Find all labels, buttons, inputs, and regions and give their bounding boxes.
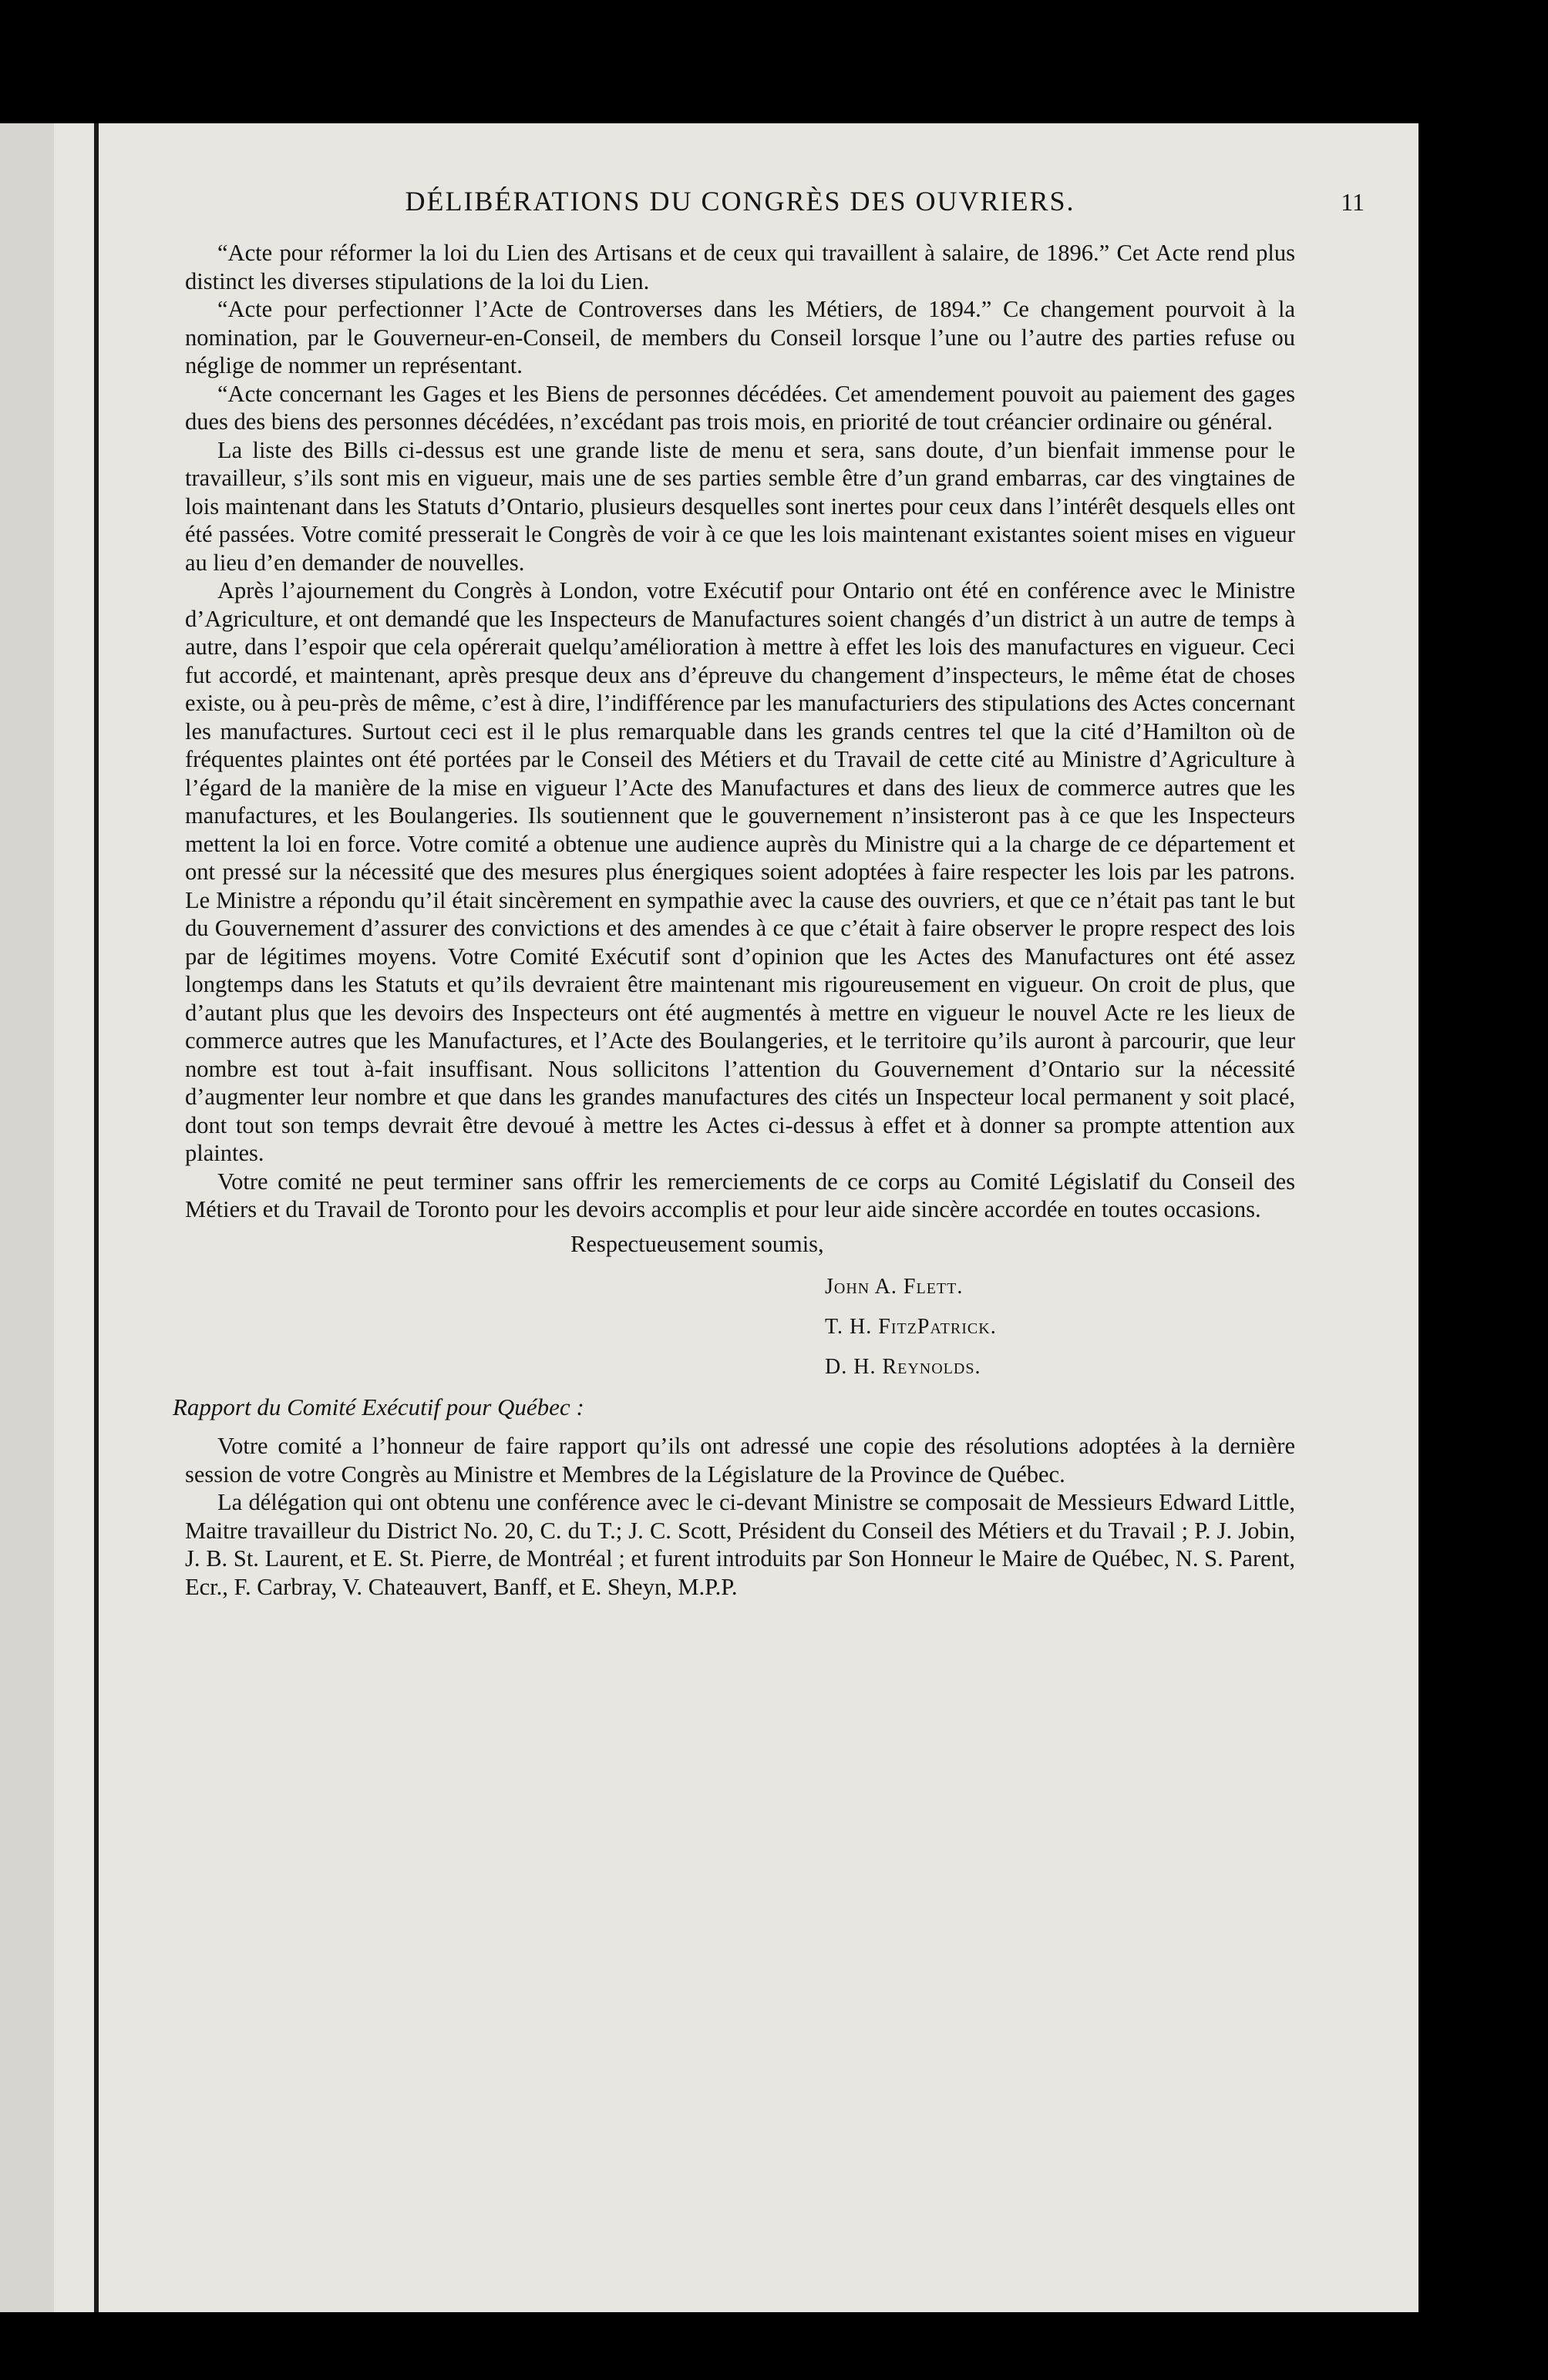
running-title: DÉLIBÉRATIONS DU CONGRÈS DES OUVRIERS. [405,186,1075,217]
paragraph-gages-act: “Acte concernant les Gages et les Biens de personnes décédées. Cet amendement pouvoit au paiement des gages dues des biens des personnes décédées, n’excédant pas trois mois, en priorité de tout créancier ordinaire ou général. [185,380,1295,435]
paragraph-thanks: Votre comité ne peut terminer sans offrir les remerciements de ce corps au Comité Législatif du Conseil des Métiers et du Travail de Toronto pour les devoirs accomplis et pour leur aide sincère accordée en toutes occasions. [185,1168,1295,1222]
page-number: 11 [1341,188,1365,216]
paragraph-quebec-delegation: La délégation qui ont obtenu une conférence avec le ci-devant Ministre se composait de Messieurs Edward Little, Maitre travailleur du District No. 20, C. du T.; J. C. Scott, Président du Conseil des Métiers et du Travail ; P. J. Jobin, J. B. St. Laurent, et E. St. Pierre, de Montréal ; et furent introduits par Son Honneur le Maire de Québec, N. S. Parent, Ecr., F. Carbray, V. Chateauvert, Banff, et E. Sheyn, M.P.P. [185,1489,1295,1600]
left-page-edge [0,123,54,2312]
page-content [173,154,1365,1601]
paragraph-lien-act: “Acte pour réformer la loi du Lien des Artisans et de ceux qui travaillent à salaire, de 1896.” Cet Acte rend plus distinct les diverses stipulations de la loi du Lien. [185,240,1295,294]
binding-gutter [94,123,99,2312]
paragraph-quebec-resolutions: Votre comité a l’honneur de faire rapport qu’ils ont adressé une copie des résolutions adoptées à la dernière session de votre Congrès au Ministre et Membres de la Législature de la Province de Québec. [185,1433,1295,1488]
paragraph-inspectors: Après l’ajournement du Congrès à London, votre Exécutif pour Ontario ont été en conférence avec le Ministre d’Agriculture, et ont demandé que les Inspecteurs de Manufactures soient changés d’un district à un autre de temps à autre, dans l’espoir que cela opérerait quelqu’amélioration à mettre à effet les lois des manufactures en vigueur. Ceci fut accordé, et maintenant, après presque deux ans d’épreuve du changement d’inspecteurs, le même état de choses existe, ou à peu-près de même, c’est à dire, l’indifférence par les manufacturiers des stipulations des Actes concernant les manufactures. Surtout ceci est il le plus remarquable dans les grands centres tel que la cité d’Hamilton où de fréquentes plaintes ont été portées par le Conseil des Métiers et du Travail de cette cité au Ministre d’Agriculture à l’égard de la manière de la mise en vigueur l’Acte des Manufactures et dans des lieux de commerce autres que les manufactures, et les Boulangeries. Ils soutiennent que le gouvernement n’insisteront pas à ce que les Inspecteurs mettent la loi en force. Votre comité a obtenue une audience auprès du Ministre qui a la charge de ce département et ont pressé sur la nécessité que des mesures plus énergiques soient adoptées à faire respecter les lois par les patrons. Le Ministre a répondu qu’il était sincèrement en sympathie avec la cause des ouvriers, et que ce n’était pas tant le but du Gouvernement d’assurer des convictions et des amendes à ce que c’était à faire observer le propre respect des lois par de légitimes moyens. Votre Comité Exécutif sont d’opinion que les Actes des Manufactures ont été assez longtemps dans les Statuts et qu’ils devraient être maintenant mis rigoureusement en vigueur. On croit de plus, que d’autant plus que les devoirs des Inspecteurs ont été augmentés à mettre en vigueur le nouvel Acte re les lieux de commerce autres que les Manufactures, et l’Acte des Boulangeries, et le territoire qu’ils auront à parcourir, que leur nombre est tout à-fait insuffisant. Nous sollicitons l’attention du Gouvernement d’Ontario sur la nécessité d’augmenter leur nombre et que dans les grandes manufactures des cités un Inspecteur local permanent y soit placé, dont tout son temps devrait être devoué à mettre les Actes ci-dessus à effet et à donner sa prompte attention aux plaintes. [185,577,1295,1166]
signatory: D. H. Reynolds. [825,1355,981,1379]
paragraph-controverses-act: “Acte pour perfectionner l’Acte de Controverses dans les Métiers, de 1894.” Ce changement pourvoit à la nomination, par le Gouverneur-en-Conseil, de members du Conseil lorsque l’une ou l’autre des parties refuse ou néglige de nommer un représentant. [185,296,1295,378]
signatory: John A. Flett. [825,1275,964,1299]
signature-block [825,1267,1295,1387]
paragraph-bills-list: La liste des Bills ci-dessus est une grande liste de menu et sera, sans doute, d’un bienfait immense pour le travailleur, s’ils sont mis en vigueur, mais une de ses parties semble être d’un grand embarras, car des vingtaines de lois maintenant dans les Statuts d’Ontario, plusieurs desquelles sont inertes pour ceux dans l’intérêt desquels elles ont été passées. Votre comité presserait le Congrès de voir à ce que les lois maintenant existantes soient mises en vigueur au lieu d’en demander de nouvelles. [185,436,1295,576]
page-header [185,154,1365,239]
signatory: T. H. FitzPatrick. [825,1315,997,1339]
closing-line: Respectueusement soumis, [570,1230,824,1257]
section-heading-quebec: Rapport du Comité Exécutif pour Québec : [173,1393,584,1420]
